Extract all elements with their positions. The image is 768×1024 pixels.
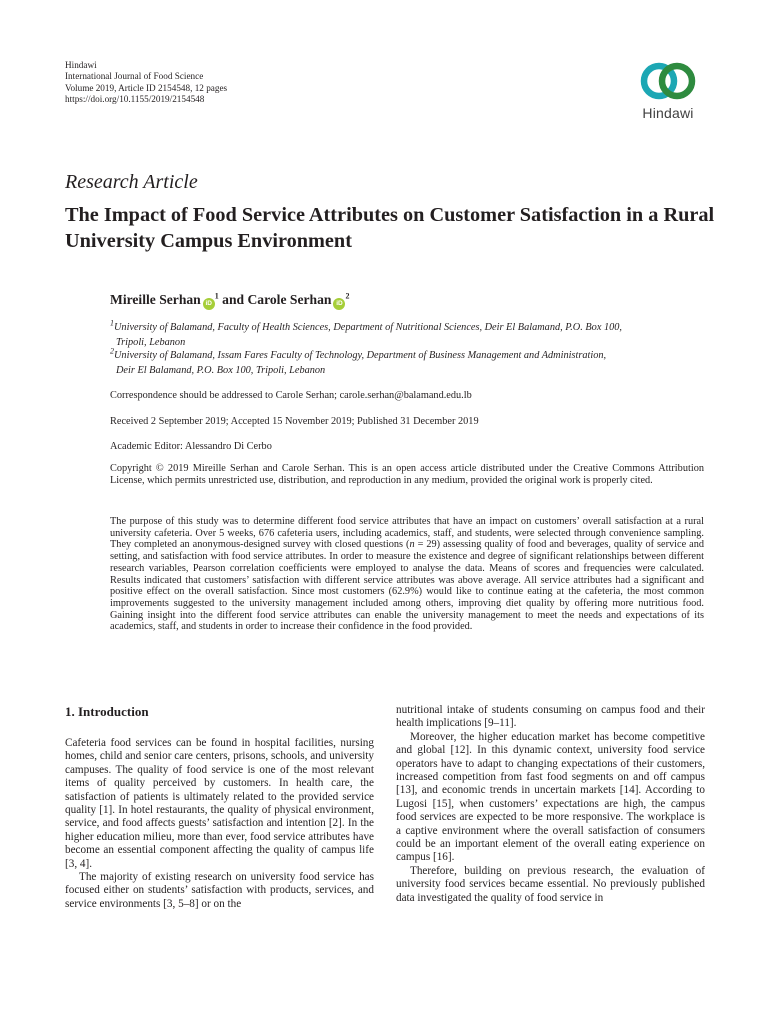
paragraph: Cafeteria food services can be found in hospital facilities, nursing homes, child and senior care centers, prisons, schools, and university campuses. The quality of food service is one of the most relevant items of quality perceived by customers. In health care, the satisfaction of patients is ultimately related to the provided service quality [1]. In hotel restaurants, the quality of physical environment, service, and food affects guests’ satisfaction and intention [2]. In the higher education milieu, more than ever, food service attributes have become an essential component affecting the quality of campus life [3, 4].	[65, 737, 374, 870]
article-type: Research Article	[65, 171, 198, 193]
affiliation-2	[110, 346, 720, 378]
publication-dates: Received 2 September 2019; Accepted 15 November 2019; Published 31 December 2019	[110, 416, 479, 427]
orcid-icon[interactable]: iD	[333, 298, 345, 310]
author-list	[110, 292, 349, 310]
correspondence: Correspondence should be addressed to Carole Serhan; carole.serhan@balamand.edu.lb	[110, 390, 472, 401]
volume-line: Volume 2019, Article ID 2154548, 12 pages	[65, 82, 228, 93]
affiliation-text: University of Balamand, Faculty of Health Sciences, Department of Nutritional Sciences, Deir El Balamand, P.O. Box 100,	[114, 322, 622, 333]
section-heading: 1. Introduction	[65, 704, 149, 719]
affiliation-marker: 2	[110, 346, 114, 356]
abstract-text: The purpose of this study was to determine different food service attributes that have an impact on customers’ overall satisfaction at a rural university cafeteria. Over 5 weeks, 676 cafeteria users, including academics, staff, and students, were selected through convenience sampling. They completed an anonymous-designed survey with closed questions (	[110, 516, 704, 551]
logo-text: Hindawi	[642, 105, 694, 121]
affiliation-text: Deir El Balamand, P.O. Box 100, Tripoli, Lebanon	[116, 364, 326, 376]
paragraph: The majority of existing research on university food service has focused either on students’ satisfaction with products, services, and service environments [3, 5–8] or on the	[65, 871, 374, 910]
paragraph: Moreover, the higher education market has become competitive and global [12]. In this dynamic context, university food service operators have to adapt to changing expectations of their customers, increased competition from fast food segments on and off campus [13], and economic trends in uncertain markets [14]. According to Lugosi [15], when customers’ expectations are high, the campus food services are expected to be more responsive. The workplace is a captive environment where the overall satisfaction of consumers could be an important element of the overall eating experience on campus [16].	[396, 730, 705, 864]
hindawi-rings-icon	[638, 59, 698, 103]
abstract	[110, 516, 704, 633]
author-name[interactable]: Carole Serhan	[247, 292, 332, 307]
affiliation-marker: 1	[214, 291, 219, 301]
journal-name: International Journal of Food Science	[65, 71, 204, 82]
right-column	[396, 704, 705, 905]
abstract-text: = 29) assessing quality of food and beverages, quality of service and setting, and satisfaction with food service attributes. In order to measure the existence and degree of significant relationships between different research variables, Pearson correlation coefficients were employed to analyse the data. Means of scores and frequencies were calculated. Results indicated that customers’ satisfaction with different service attributes was above average. All service attributes had a significant and positive effect on the overall satisfaction. Since most customers (62.9%) would like to continue eating at the cafeteria, the most common improvements suggested to the university management included among others, improving diet quality by offering more nutritious food. Gaining insight into the different food service attributes can enable the university management to meet the needs and expectations of its academics, staff, and students in order to increase their confidence in the food provided.	[110, 539, 704, 633]
article-title: The Impact of Food Service Attributes on Customer Satisfaction in a Rural University Campus Environment	[65, 204, 715, 252]
orcid-icon[interactable]: iD	[203, 298, 215, 310]
affiliation-text: Tripoli, Lebanon	[116, 336, 186, 348]
paragraph: nutritional intake of students consuming on campus food and their health implications [9–11].	[396, 704, 705, 730]
journal-meta	[65, 60, 227, 105]
author-name[interactable]: Mireille Serhan	[110, 292, 201, 307]
left-column	[65, 737, 374, 911]
affiliation-marker: 2	[345, 291, 350, 301]
doi-link[interactable]: https://doi.org/10.1155/2019/2154548	[65, 93, 205, 104]
paragraph: Therefore, building on previous research, the evaluation of university food services became essential. No previously published data investigated the quality of food service in	[396, 864, 705, 904]
hindawi-logo	[628, 59, 708, 121]
author-conjunction: and	[222, 292, 245, 307]
publisher-name: Hindawi	[65, 60, 97, 70]
affiliation-text: University of Balamand, Issam Fares Faculty of Technology, Department of Business Management and Administration,	[114, 350, 607, 361]
affiliation-marker: 1	[110, 318, 114, 328]
abstract-variable: n	[409, 539, 415, 551]
copyright-notice: Copyright © 2019 Mireille Serhan and Carole Serhan. This is an open access article distributed under the Creative Commons Attribution License, which permits unrestricted use, distribution, and reproduction in any medium, provided the original work is properly cited.	[110, 463, 704, 486]
academic-editor: Academic Editor: Alessandro Di Cerbo	[110, 441, 272, 452]
affiliation-1	[110, 318, 720, 350]
